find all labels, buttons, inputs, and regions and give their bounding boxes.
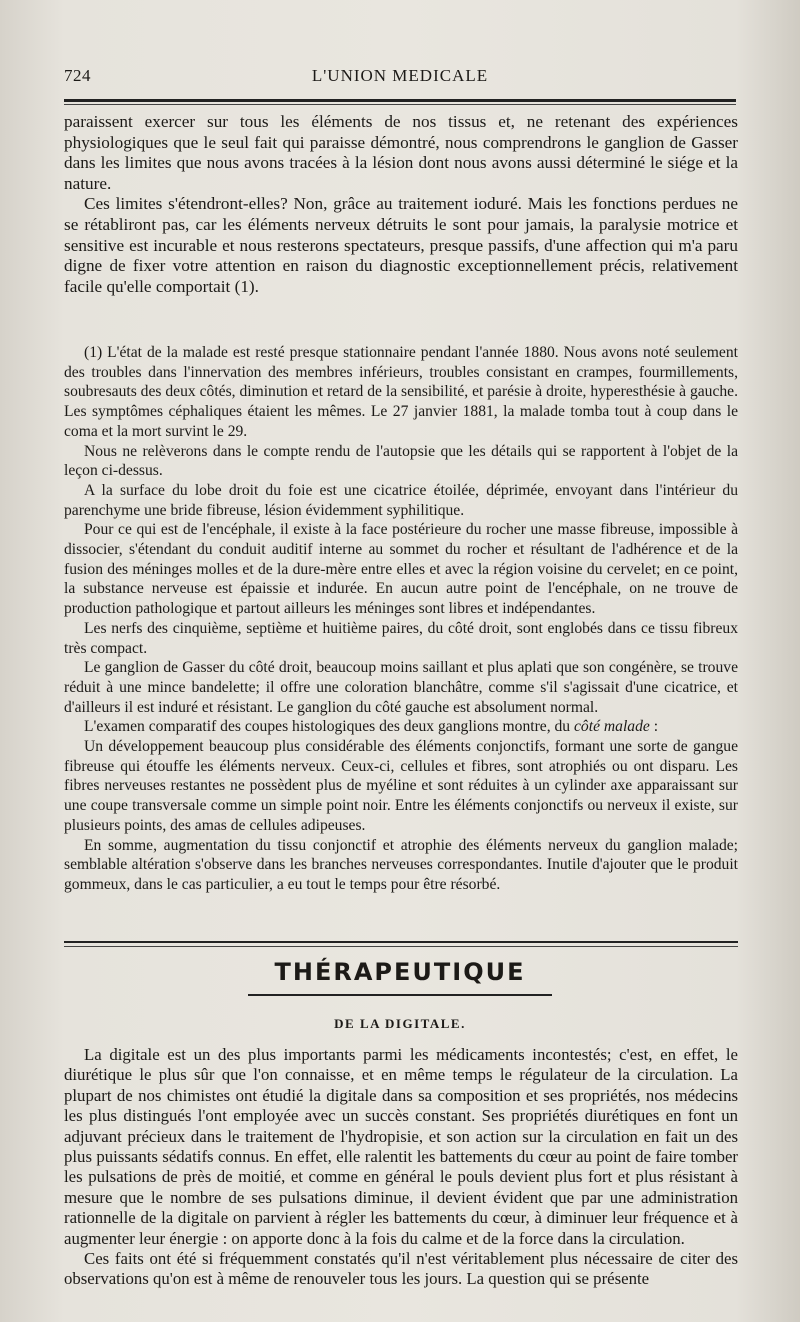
footnote-paragraph: [64, 717, 738, 737]
footnote-paragraph: A la surface du lobe droit du foie est une cicatrice étoilée, déprimée, envoyant dans l'intérieur du parenchyme une bride fibreuse, lésion évidemment syphilitique.: [64, 481, 738, 519]
paragraph: Ces limites s'étendront-elles? Non, grâce au traitement ioduré. Mais les fonctions perdues ne se rétabliront pas, car les éléments nerveux détruits le sont pour jamais, la paralysie motrice et sensitive est incurable et nous resterons spectateurs, presque passifs, d'une affection qui m'a paru digne de fixer votre attention en raison du diagnostic exceptionnellement précis, relativement facile qu'elle comportait (1).: [64, 194, 738, 296]
paragraph: paraissent exercer sur tous les éléments de nos tissus et, ne retenant des expériences physiologiques que le seul fait qui paraisse démontré, nous comprendrons le ganglion de Gasser dans les limites que nous avons tracées à la lésion dont nous avons aussi déterminé le siége et la nature.: [64, 112, 738, 193]
running-title: L'UNION MEDICALE: [311, 66, 489, 85]
page-number: 724: [64, 66, 91, 85]
section-separator-thin: [64, 946, 738, 947]
paragraph: Ces faits ont été si fréquemment constatés qu'il n'est véritablement plus nécessaire de citer des observations qu'on est à même de renouveler tous les jours. La question qui se présente: [64, 1249, 738, 1289]
section-title: THÉRAPEUTIQUE: [274, 958, 526, 986]
section-separator: [64, 941, 738, 943]
paragraph: La digitale est un des plus importants parmi les médicaments incontestés; c'est, en effet, le diurétique le plus sûr que l'on connaisse, et en même temps le régulateur de la circulation. La plupart de nos chimistes ont étudié la digitale dans sa composition et ses propriétés, nos médecins les plus distingués l'ont employée avec un succès constant. Ses propriétés diurétiques en font un adjuvant précieux dans le traitement de l'hydropisie, et son action sur la circulation en fait un des plus puissants sédatifs connus. En effet, elle ralentit les battements du cœur au point de faire tomber les pulsations de près de moitié, et comme en général le pouls devient plus fort et plus résistant à mesure que le nombre de ses pulsations diminue, il devient évident que par une administration rationnelle de la digitale on parvient à régler les battements du cœur, à diminuer leur fréquence et à augmenter leur énergie : on apporte donc à la fois du calme et de la force dans la circulation.: [64, 1045, 738, 1248]
footnote-paragraph: Nous ne relèverons dans le compte rendu de l'autopsie que les détails qui se rapportent à l'objet de la leçon ci-dessus.: [64, 442, 738, 480]
header-rule: [64, 99, 736, 102]
footnote-paragraph: Le ganglion de Gasser du côté droit, beaucoup moins saillant et plus aplati que son congénère, se trouve réduit à une mince bandelette; il offre une coloration blanchâtre, comme s'il s'agissait d'une cicatrice, et d'ailleurs il est induré et résistant. Le ganglion du côté gauche est absolument normal.: [64, 659, 738, 716]
footnote-paragraph: En somme, augmentation du tissu conjonctif et atrophie des éléments nerveux du ganglion malade; semblable altération s'observe dans les branches nerveuses correspondantes. Inutile d'ajouter que le produit gommeux, dans le cas particulier, a eu tout le temps pour être résorbé.: [64, 836, 738, 893]
footnote-text: L'examen comparatif des coupes histologiques des deux ganglions montre, du: [84, 718, 575, 736]
header-rule-thin: [64, 104, 736, 105]
footnote-text: :: [649, 718, 659, 736]
footnote-block: [64, 343, 738, 895]
section-text: [64, 1045, 738, 1290]
subsection-title: DE LA DIGITALE.: [334, 1016, 466, 1031]
italic-emphasis: côté malade: [574, 718, 650, 736]
footnote-paragraph: (1) L'état de la malade est resté presque stationnaire pendant l'année 1880. Nous avons noté seulement des troubles dans l'innervation des membres inférieurs, troubles consistant en crampes, fourmillements, soubresauts des deux côtés, diminution et retard de la sensibilité, et parésie à droite, hyperesthésie à gauche. Les symptômes céphaliques étaient les mêmes. Le 27 janvier 1881, la malade tomba tout à coup dans le coma et la mort survint le 29.: [64, 344, 738, 440]
main-text: [64, 112, 738, 297]
footnote-paragraph: Les nerfs des cinquième, septième et huitième paires, du côté droit, sont englobés dans ce tissu fibreux très compact.: [64, 619, 738, 657]
title-underline: [248, 994, 552, 996]
footnote-paragraph: Pour ce qui est de l'encéphale, il existe à la face postérieure du rocher une masse fibreuse, impossible à dissocier, s'étendant du conduit auditif interne au sommet du rocher et résultant de l'adhérence et de la fusion des méninges molles et de la dure-mère entre elles et avec la région voisine du cervelet; en ce point, la substance nerveuse est épaissie et indurée. En aucun autre point de l'encéphale, on ne trouve de production pathologique et partout ailleurs les méninges sont libres et indépendantes.: [64, 521, 738, 618]
page-header: [64, 62, 736, 92]
footnote-paragraph: Un développement beaucoup plus considérable des éléments conjonctifs, formant une sorte de gangue fibreuse qui étouffe les éléments nerveux. Ceux-ci, cellules et fibres, sont atrophiés ou ont disparu. Les fibres nerveuses restantes ne possèdent plus de myéline et sont réduites à un cylinder axe apparaissant sur une coupe transversale comme un simple point noir. Entre les éléments conjonctifs ou nerveux il existe, sur plusieurs points, des amas de cellules adipeuses.: [64, 738, 738, 834]
